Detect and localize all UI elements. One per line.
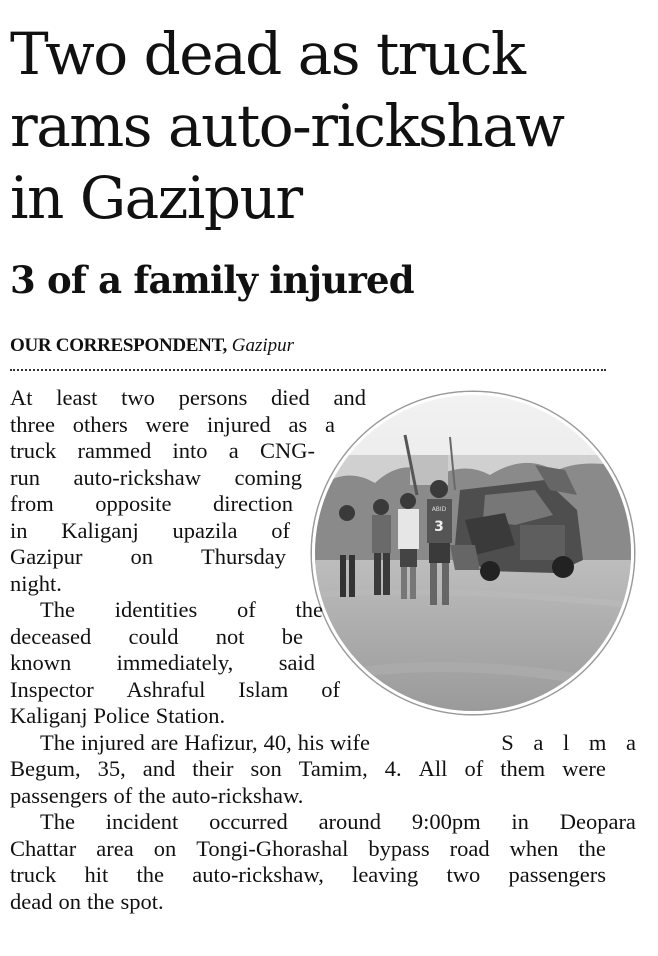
article-word: wife bbox=[330, 729, 370, 755]
article-word: and bbox=[333, 385, 366, 410]
subheadline: 3 of a family injured bbox=[10, 258, 414, 302]
article-word: run bbox=[10, 464, 40, 490]
article-line bbox=[10, 412, 335, 439]
article-word: of bbox=[464, 756, 484, 781]
article-line bbox=[10, 809, 636, 836]
article-word: died bbox=[271, 385, 310, 410]
article-word: the bbox=[578, 835, 606, 861]
article-word: Tongi-Ghorashal bbox=[196, 835, 349, 861]
article-word: rammed bbox=[77, 438, 152, 463]
article-word: leaving bbox=[352, 862, 419, 887]
article-word: others bbox=[72, 411, 128, 437]
article-word: auto-rickshaw. bbox=[171, 782, 304, 808]
headline-line: in Gazipur bbox=[10, 164, 302, 232]
article-word: opposite bbox=[95, 491, 172, 516]
article-word: the bbox=[138, 782, 166, 808]
article-line bbox=[10, 438, 315, 465]
article-word: their bbox=[192, 756, 234, 781]
article-line bbox=[10, 465, 302, 492]
article-word: 35, bbox=[97, 756, 126, 781]
article-line bbox=[10, 836, 606, 863]
article-line bbox=[10, 491, 293, 518]
article-word: in bbox=[10, 517, 28, 543]
article-word: on bbox=[130, 544, 153, 569]
article-word: auto-rickshaw, bbox=[192, 862, 324, 887]
jersey-number: 3 bbox=[434, 519, 444, 535]
article-word: The bbox=[40, 809, 75, 834]
article-word: Ashraful bbox=[126, 676, 206, 702]
article-word: identities bbox=[114, 597, 198, 622]
article-word: 4. bbox=[384, 756, 402, 781]
article-word: two bbox=[446, 862, 481, 887]
article-word: hit bbox=[84, 862, 109, 887]
article-word: 40, bbox=[263, 729, 292, 755]
jersey-name: ABID bbox=[431, 506, 447, 513]
article-word: Gazipur bbox=[10, 544, 83, 569]
article-word: could bbox=[128, 623, 179, 649]
article-word: the bbox=[295, 597, 323, 622]
article-line bbox=[10, 862, 606, 889]
article-line bbox=[10, 571, 606, 598]
article-word: the bbox=[86, 888, 115, 914]
article-line bbox=[10, 385, 366, 412]
article-word: Thursday bbox=[201, 544, 286, 569]
article-word: Begum, bbox=[10, 756, 81, 781]
article-word: dead bbox=[10, 888, 53, 914]
article-line bbox=[10, 783, 606, 810]
article-word: spot. bbox=[120, 888, 164, 914]
article-word: truck bbox=[10, 862, 57, 887]
article-word: Deopara bbox=[559, 809, 636, 834]
article-word: Kaliganj bbox=[10, 703, 88, 728]
article-word: incident bbox=[105, 809, 179, 834]
article-word: Islam bbox=[238, 676, 289, 702]
article-line bbox=[10, 677, 340, 704]
article-word: direction bbox=[213, 491, 293, 516]
article-word: the bbox=[136, 862, 164, 887]
article-word: immediately, bbox=[116, 650, 234, 675]
article-word: Police bbox=[93, 703, 150, 728]
article-word: CNG- bbox=[259, 438, 315, 463]
article-line bbox=[10, 889, 606, 916]
byline bbox=[10, 334, 294, 358]
article-word: passengers bbox=[10, 782, 108, 808]
article-word: not bbox=[215, 623, 245, 649]
article-word: auto-rickshaw bbox=[73, 464, 201, 490]
article-word: on bbox=[58, 888, 81, 914]
article-line bbox=[10, 703, 606, 730]
article-word: The bbox=[40, 597, 75, 622]
article-word: around bbox=[318, 809, 382, 834]
article-word: occurred bbox=[209, 809, 288, 834]
article-word: of bbox=[271, 517, 290, 543]
byline-author: OUR CORRESPONDENT, bbox=[10, 335, 227, 356]
article-word: injured bbox=[206, 411, 271, 437]
article-word-spaced: S a l m a bbox=[501, 729, 636, 755]
article-word: were bbox=[562, 756, 606, 781]
article-word: his bbox=[297, 729, 325, 755]
article-word: two bbox=[121, 385, 155, 410]
article-word: The bbox=[40, 729, 75, 755]
article-word: a bbox=[325, 411, 335, 437]
article-word: Kaliganj bbox=[61, 517, 139, 543]
article-line bbox=[10, 518, 290, 545]
headline-line: rams auto-rickshaw bbox=[10, 92, 564, 160]
article-word: At bbox=[10, 385, 33, 410]
article-word: upazila bbox=[172, 517, 238, 543]
article-word: deceased bbox=[10, 623, 92, 649]
article-word: and bbox=[142, 756, 176, 781]
article-word: a bbox=[228, 438, 239, 463]
article-word: on bbox=[153, 835, 177, 861]
article-word: when bbox=[509, 835, 559, 861]
headline-line: Two dead as truck bbox=[10, 20, 525, 88]
article-word: Inspector bbox=[10, 676, 94, 702]
article-word: Tamim, bbox=[298, 756, 368, 781]
article-word: least bbox=[56, 385, 98, 410]
article-word: persons bbox=[178, 385, 248, 410]
article-body bbox=[10, 385, 636, 915]
article-word: of bbox=[113, 782, 133, 808]
article-word: in bbox=[511, 809, 529, 834]
article-word: All bbox=[418, 756, 448, 781]
article-word: truck bbox=[10, 438, 57, 463]
article-line bbox=[10, 544, 286, 571]
article-word: known bbox=[10, 650, 72, 675]
article-word: them bbox=[500, 756, 546, 781]
article-line bbox=[10, 730, 636, 757]
article-word: Hafizur, bbox=[184, 729, 258, 755]
article-word: be bbox=[281, 623, 303, 649]
headline bbox=[10, 18, 650, 234]
article-word: road bbox=[449, 835, 490, 861]
article-word: into bbox=[172, 438, 208, 463]
article-word: area bbox=[96, 835, 134, 861]
article-word: said bbox=[278, 650, 315, 675]
article-word: bypass bbox=[368, 835, 430, 861]
article-word: of bbox=[321, 676, 340, 702]
article-word: son bbox=[250, 756, 282, 781]
article-word: are bbox=[150, 729, 179, 755]
article-word: passengers bbox=[508, 862, 606, 887]
article-line bbox=[10, 624, 303, 651]
article-word: were bbox=[145, 411, 190, 437]
article-word: 9:00pm bbox=[411, 809, 481, 834]
article-word: of bbox=[236, 597, 256, 622]
article-word: Chattar bbox=[10, 835, 77, 861]
article-word: three bbox=[10, 411, 55, 437]
article-word: as bbox=[288, 411, 308, 437]
dotted-divider bbox=[10, 369, 606, 371]
article-word: coming bbox=[234, 464, 302, 490]
article-line bbox=[10, 756, 606, 783]
article-word: from bbox=[10, 491, 54, 516]
article-word: night. bbox=[10, 570, 62, 596]
article-line bbox=[10, 650, 315, 677]
article-word: injured bbox=[80, 729, 145, 755]
article-word: Station. bbox=[155, 703, 226, 728]
byline-location: Gazipur bbox=[231, 335, 295, 356]
article-line bbox=[10, 597, 323, 624]
